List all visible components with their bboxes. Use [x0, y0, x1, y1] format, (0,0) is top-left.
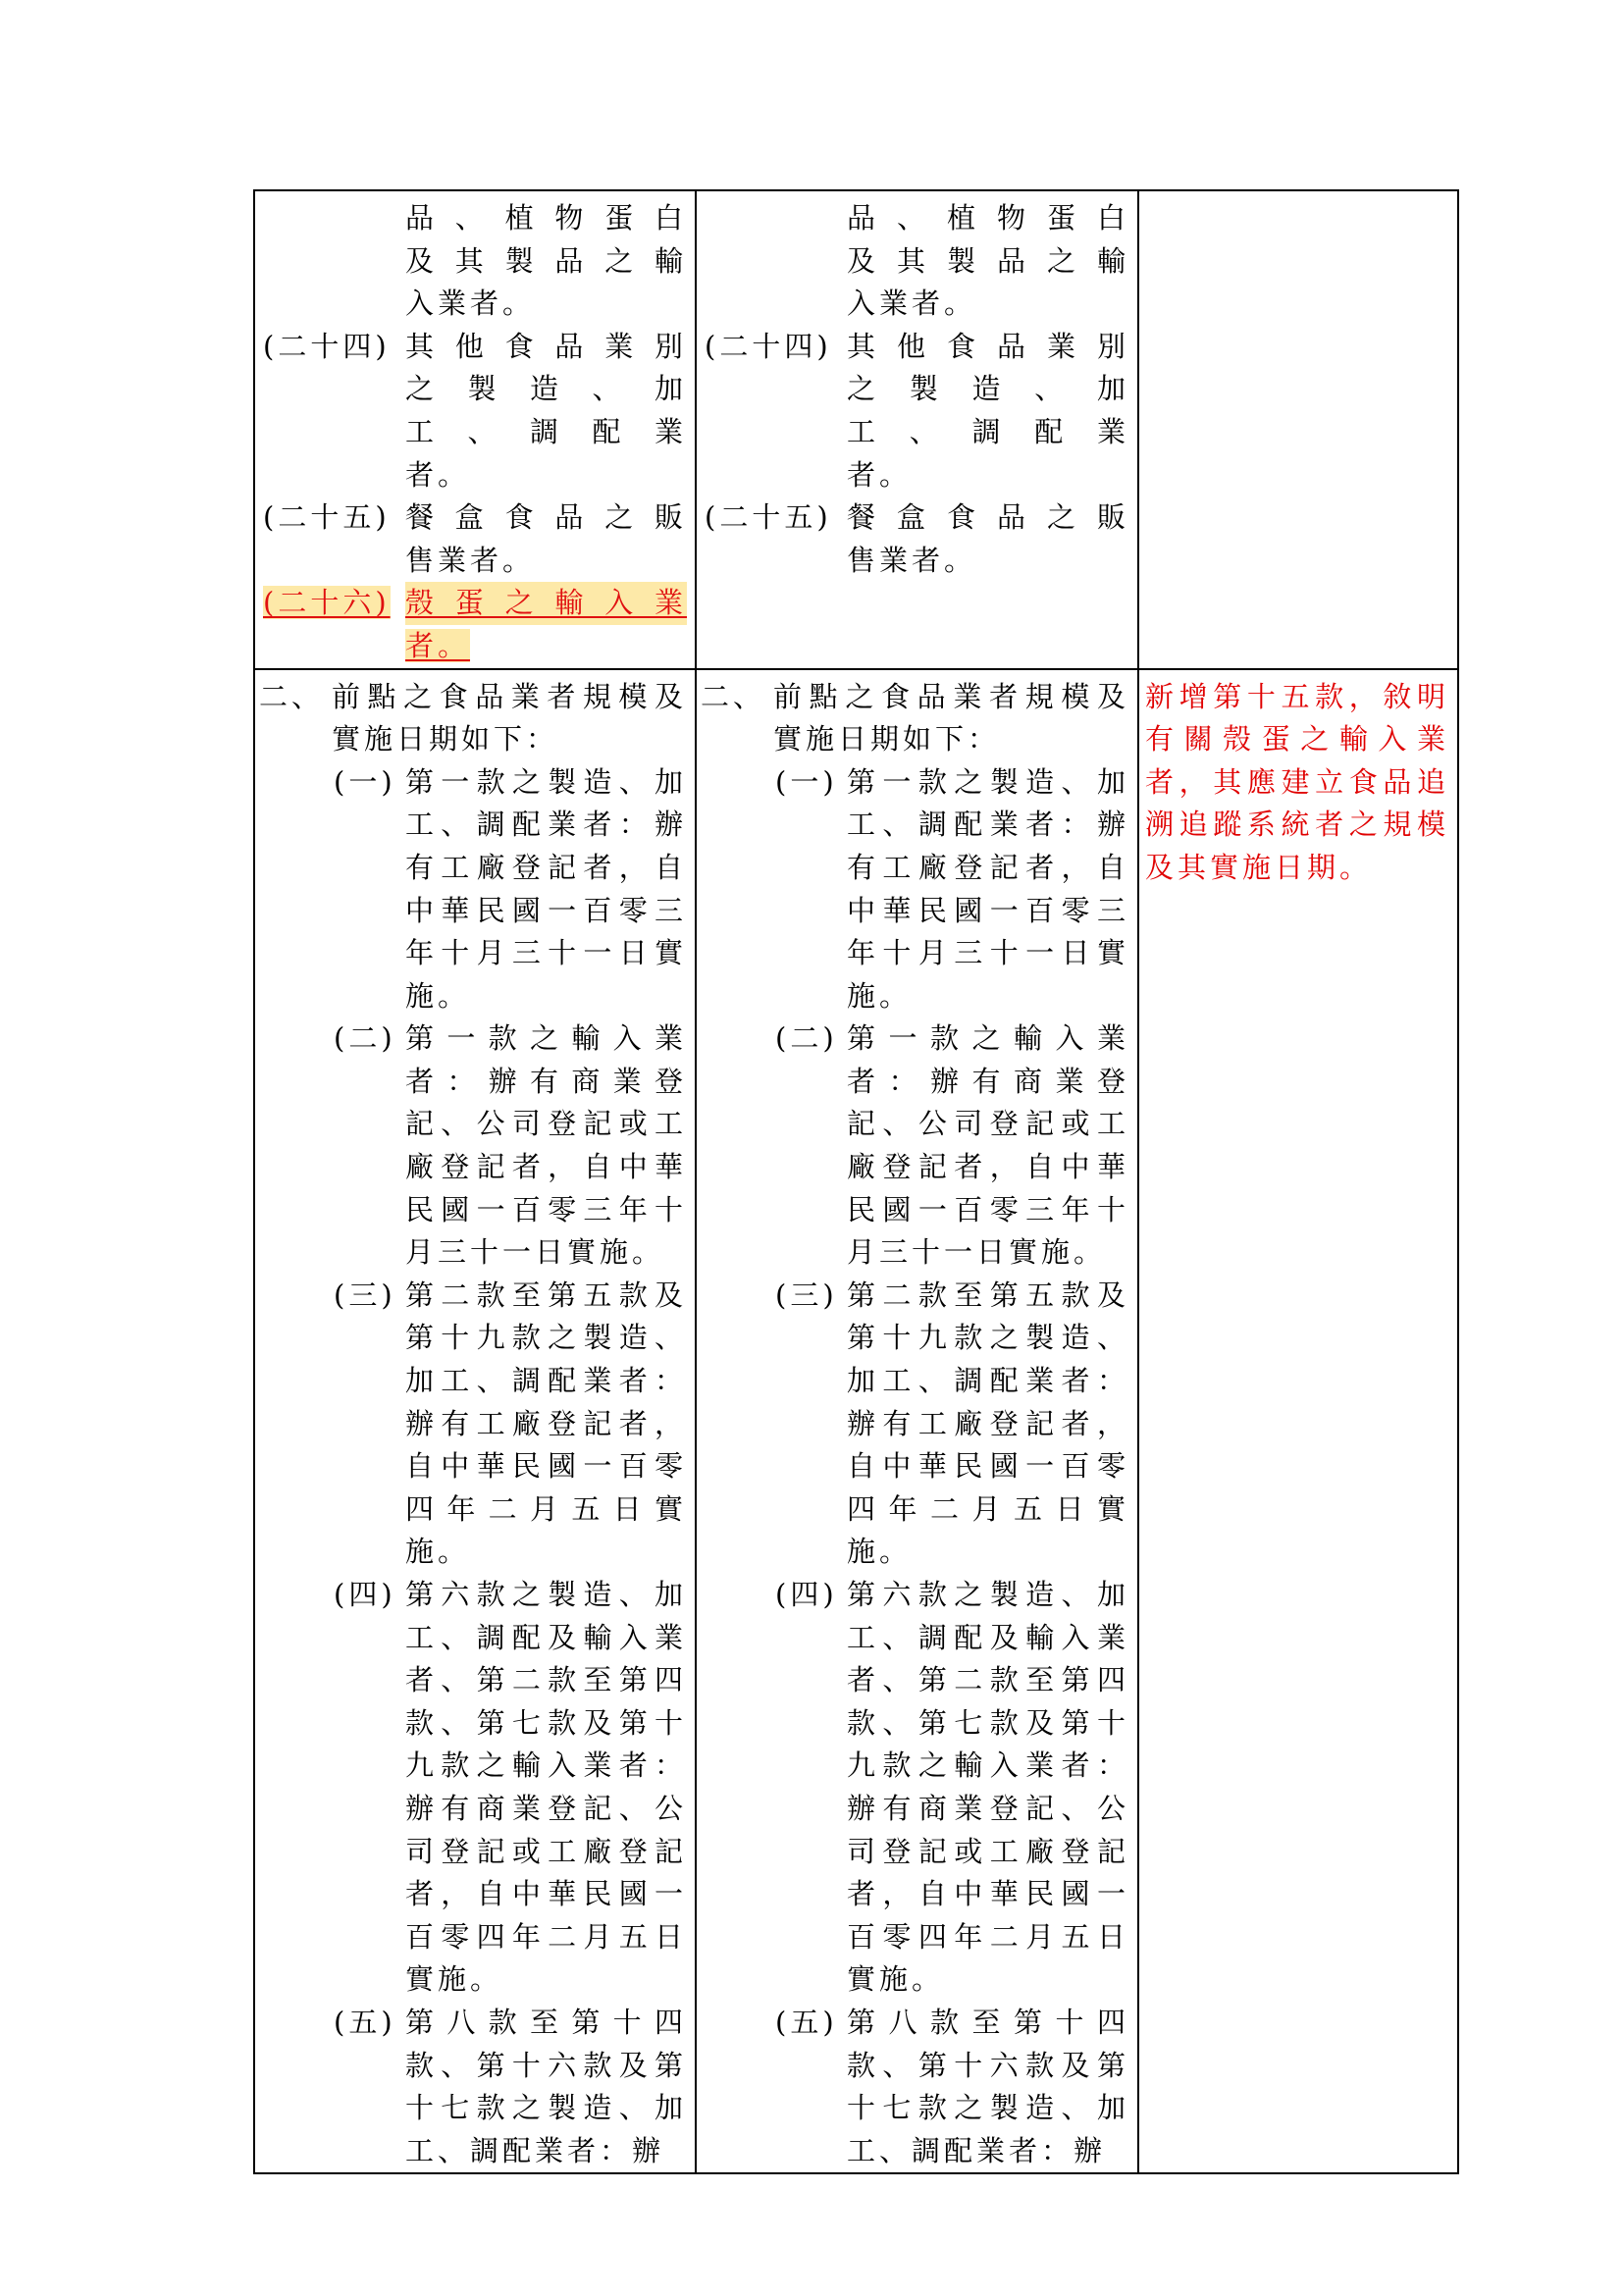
- text-line: 者、第二款至第四: [847, 1663, 1129, 1697]
- text-line: 售業者。: [405, 543, 536, 577]
- text-line: 者。: [847, 457, 913, 492]
- item-body: [405, 1574, 687, 2002]
- text-line: 第一款之製造、加: [847, 764, 1129, 799]
- text-line: 者：辦有商業登: [405, 1064, 687, 1098]
- continuation-text: [263, 197, 687, 326]
- text-line: 售業者。: [847, 543, 977, 577]
- text-line: 新增第十五款，敘明: [1145, 679, 1449, 713]
- item-body: [405, 761, 687, 1018]
- item-body: [405, 496, 687, 582]
- text-line: 款、第七款及第十: [847, 1705, 1129, 1740]
- text-line: 施。: [405, 1535, 471, 1569]
- text-line: 第一款之輸入業: [405, 1021, 687, 1056]
- text-line: 司登記或工廠登記: [405, 1834, 687, 1868]
- text-line: 工、調配及輸入業: [405, 1620, 687, 1654]
- text-line: 施。: [405, 978, 471, 1013]
- text-line: 年十月三十一日實: [847, 936, 1129, 970]
- current-provision-cell: [696, 669, 1138, 2174]
- heading-body: [773, 676, 1129, 761]
- text-line: 有工廠登記者，自: [405, 850, 687, 884]
- item-body: [405, 2002, 687, 2172]
- heading-number: 二、: [259, 679, 325, 713]
- text-line: 款、第七款及第十: [405, 1705, 687, 1740]
- explanation-cell: [1138, 669, 1458, 2174]
- text-line: 中華民國一百零三: [847, 893, 1129, 927]
- text-line: 第一款之製造、加: [405, 764, 687, 799]
- text-line: 月三十一日實施。: [847, 1235, 1107, 1270]
- text-line: 溯追蹤系統者之規模: [1145, 808, 1449, 842]
- text-line: 辦有商業登記、公: [405, 1791, 687, 1825]
- text-line: 實施。: [405, 1962, 503, 1997]
- text-line: 工、調配業者：辦: [847, 808, 1129, 842]
- text-line: 其他食品業別: [405, 329, 687, 363]
- item-number: (二十五): [705, 500, 832, 535]
- text-line: 及其實施日期。: [1145, 850, 1373, 884]
- explanation-note: [1145, 676, 1449, 890]
- text-line: 第六款之製造、加: [847, 1578, 1129, 1611]
- text-line: 者：辦有商業登: [847, 1064, 1129, 1098]
- text-line: [405, 625, 687, 668]
- added-item-highlight: [263, 582, 687, 667]
- item-list: [705, 761, 1129, 2173]
- section-heading: [259, 676, 687, 761]
- list-item: [334, 1017, 687, 1275]
- item-number: [263, 582, 405, 667]
- text-line: 工、調配業: [847, 414, 1129, 448]
- item-number: (一): [775, 764, 838, 799]
- list-item: [334, 761, 687, 1018]
- text-line: 工、調配業者：辦: [405, 2133, 665, 2167]
- text-line: 第八款至第十四: [847, 2005, 1129, 2039]
- text-line: 四年二月五日實: [847, 1491, 1129, 1526]
- text-line: 之製造、加: [847, 372, 1129, 406]
- text-line: 十七款之製造、加: [405, 2091, 687, 2125]
- item-body: [405, 582, 687, 667]
- text-line: 記、公司登記或工: [405, 1107, 687, 1141]
- list-item: [334, 1574, 687, 2002]
- item-body: [405, 1275, 687, 1574]
- text-line: 第六款之製造、加: [405, 1578, 687, 1611]
- text-line: 者、第二款至第四: [405, 1663, 687, 1697]
- text-line: 工、調配及輸入業: [847, 1620, 1129, 1654]
- text-line: 百零四年二月五日: [405, 1919, 687, 1954]
- text-line: 辦有工廠登記者，: [405, 1406, 687, 1440]
- item-list: [263, 761, 687, 2173]
- added-text: 者。: [405, 628, 471, 662]
- text-line: 司登記或工廠登記: [847, 1834, 1129, 1868]
- text-line: 實施。: [847, 1962, 945, 1997]
- item-body: [847, 1574, 1129, 2002]
- text-line: 及其製品之輸: [847, 243, 1129, 278]
- text-line: 其他食品業別: [847, 329, 1129, 363]
- text-line: 廠登記者，自中華: [847, 1150, 1129, 1184]
- item-number: (四): [334, 1578, 396, 1611]
- text-line: 九款之輸入業者：: [405, 1748, 687, 1783]
- text-line: 之製造、加: [405, 372, 687, 406]
- text-line: 前點之食品業者規模及: [773, 679, 1129, 713]
- list-item: [775, 1275, 1129, 1574]
- list-item: [705, 326, 1129, 496]
- item-body: [847, 1275, 1129, 1574]
- section-heading: [701, 676, 1129, 761]
- text-line: 有工廠登記者，自: [847, 850, 1129, 884]
- item-number: (二): [775, 1021, 838, 1056]
- text-line: 實施日期如下：: [332, 722, 559, 756]
- table-row: [254, 669, 1458, 2174]
- text-line: 十七款之製造、加: [847, 2091, 1129, 2125]
- text-line: 工、調配業者：辦: [847, 2133, 1107, 2167]
- list-item: [334, 2002, 687, 2172]
- amended-provision-cell: [254, 669, 696, 2174]
- text-line: 自中華民國一百零: [847, 1449, 1129, 1484]
- item-number: (五): [775, 2005, 838, 2039]
- table-row: [254, 190, 1458, 669]
- text-line: 款、第十六款及第: [847, 2048, 1129, 2082]
- item-body: [847, 2002, 1129, 2172]
- text-line: 者，自中華民國一: [847, 1877, 1129, 1911]
- text-line: 第八款至第十四: [405, 2005, 687, 2039]
- text-line: 入業者。: [847, 287, 977, 321]
- text-line: 入業者。: [405, 287, 536, 321]
- text-line: 及其製品之輸: [405, 243, 687, 278]
- continuation-text: [705, 197, 1129, 326]
- text-line: 辦有商業登記、公: [847, 1791, 1129, 1825]
- text-line: 月三十一日實施。: [405, 1235, 665, 1270]
- text-line: 第一款之輸入業: [847, 1021, 1129, 1056]
- text-line: 餐盒食品之販: [405, 500, 687, 535]
- item-number: (二十五): [263, 500, 391, 535]
- text-line: 民國一百零三年十: [847, 1192, 1129, 1226]
- item-number: (四): [775, 1578, 838, 1611]
- text-line: 工、調配業者：辦: [405, 808, 687, 842]
- text-line: 款、第十六款及第: [405, 2048, 687, 2082]
- item-body: [405, 326, 687, 496]
- text-line: 實施日期如下：: [773, 722, 1001, 756]
- current-provision-cell: [696, 190, 1138, 669]
- text-line: 百零四年二月五日: [847, 1919, 1129, 1954]
- text-line: 者，其應建立食品追: [1145, 764, 1449, 799]
- item-body: [847, 761, 1129, 1018]
- text-line: [405, 582, 687, 625]
- added-text: 殼蛋之輸入業: [405, 582, 687, 625]
- list-item: [263, 326, 687, 496]
- list-item: [775, 2002, 1129, 2172]
- item-number: (一): [334, 764, 396, 799]
- item-number: (五): [334, 2005, 396, 2039]
- text-line: 品、植物蛋白: [847, 201, 1129, 235]
- item-number-text: (二十六): [263, 586, 391, 620]
- explanation-cell: [1138, 190, 1458, 669]
- text-line: 有關殼蛋之輸入業: [1145, 722, 1449, 756]
- item-number: (三): [334, 1278, 396, 1312]
- text-line: 前點之食品業者規模及: [332, 679, 687, 713]
- text-line: 施。: [847, 978, 913, 1013]
- text-line: 第十九款之製造、: [847, 1321, 1129, 1355]
- list-item: [334, 1275, 687, 1574]
- text-line: 餐盒食品之販: [847, 500, 1129, 535]
- item-number: (二十四): [705, 329, 832, 363]
- text-line: 民國一百零三年十: [405, 1192, 687, 1226]
- amended-provision-cell: [254, 190, 696, 669]
- heading-number: 二、: [701, 679, 766, 713]
- list-item: [775, 761, 1129, 1018]
- text-line: 加工、調配業者：: [847, 1364, 1129, 1398]
- list-item: [263, 496, 687, 582]
- text-line: 第十九款之製造、: [405, 1321, 687, 1355]
- item-number: (三): [775, 1278, 838, 1312]
- text-line: 九款之輸入業者：: [847, 1748, 1129, 1783]
- comparison-table: [253, 189, 1459, 2174]
- text-line: 者，自中華民國一: [405, 1877, 687, 1911]
- text-line: 工、調配業: [405, 414, 687, 448]
- list-item: [775, 1017, 1129, 1275]
- item-body: [847, 1017, 1129, 1275]
- heading-body: [332, 676, 687, 761]
- text-line: 施。: [847, 1535, 913, 1569]
- item-body: [847, 496, 1129, 582]
- text-line: 加工、調配業者：: [405, 1364, 687, 1398]
- text-line: 第二款至第五款及: [405, 1278, 687, 1312]
- text-line: 年十月三十一日實: [405, 936, 687, 970]
- item-body: [405, 1017, 687, 1275]
- text-line: 記、公司登記或工: [847, 1107, 1129, 1141]
- text-line: 廠登記者，自中華: [405, 1150, 687, 1184]
- item-number: (二): [334, 1021, 396, 1056]
- text-line: 自中華民國一百零: [405, 1449, 687, 1484]
- text-line: 品、植物蛋白: [405, 201, 687, 235]
- item-body: [847, 326, 1129, 496]
- text-line: 四年二月五日實: [405, 1491, 687, 1526]
- list-item: [705, 496, 1129, 582]
- text-line: 者。: [405, 457, 471, 492]
- item-number: (二十四): [263, 329, 391, 363]
- list-item: [775, 1574, 1129, 2002]
- text-line: 中華民國一百零三: [405, 893, 687, 927]
- text-line: 第二款至第五款及: [847, 1278, 1129, 1312]
- text-line: 辦有工廠登記者，: [847, 1406, 1129, 1440]
